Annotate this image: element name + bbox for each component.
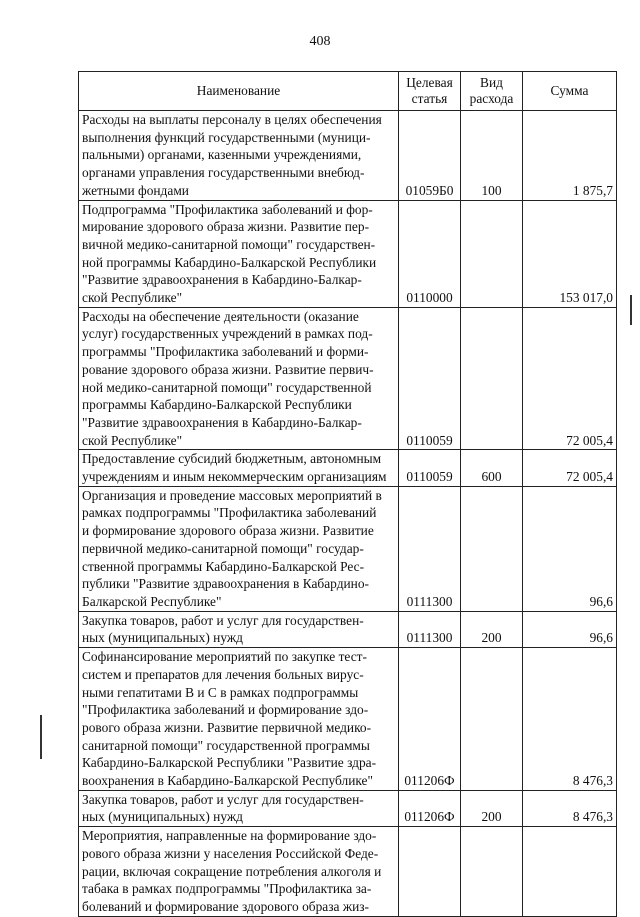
row-expense-kind (461, 307, 523, 450)
table-row (79, 486, 617, 611)
row-sum: 1 875,7 (523, 111, 617, 201)
table-row (79, 111, 617, 201)
row-target-article: 011206Ф (399, 790, 461, 826)
row-name: Софинансирование мероприятий по закупке тест- систем и препаратов для лечения больных вирус- ными гепатитами В и С в рамках подпрограммы "Профилактика заболеваний и формирование здо- рового образа жизни. Развитие первичной медико- санитарной помощи" государственной программы Кабардино-Балкарской Республики "Развитие здра- воохранения в Кабардино-Балкарской Республике" (79, 648, 399, 791)
margin-mark-right (630, 295, 632, 325)
row-target-article: 0110059 (399, 307, 461, 450)
row-sum: 153 017,0 (523, 200, 617, 307)
row-sum: 72 005,4 (523, 450, 617, 486)
row-expense-kind (461, 486, 523, 611)
table-row (79, 790, 617, 826)
row-name: Мероприятия, направленные на формирование здо- рового образа жизни у населения Российской Феде- рации, включая сокращение потребления алкоголя и табака в рамках подпрограммы "Профилактика за- болеваний и формирование здорового образа жиз- (79, 827, 399, 917)
row-sum: 96,6 (523, 486, 617, 611)
row-expense-kind: 200 (461, 611, 523, 647)
row-sum (523, 827, 617, 917)
margin-mark-left (40, 715, 42, 759)
header-name: Наименование (79, 72, 399, 111)
header-expense-kind: Вид расхода (461, 72, 523, 111)
row-sum: 8 476,3 (523, 790, 617, 826)
row-sum: 96,6 (523, 611, 617, 647)
row-target-article: 011206Ф (399, 648, 461, 791)
table-row (79, 827, 617, 917)
row-name: Организация и проведение массовых мероприятий в рамках подпрограммы "Профилактика заболеваний и формирование здорового образа жизни. Развитие первичной медико-санитарной помощи" государ- ственной программы Кабардино-Балкарской Рес- публики "Развитие здравоохранения в Кабардино- Балкарской Республике" (79, 486, 399, 611)
row-sum: 72 005,4 (523, 307, 617, 450)
row-name: Предоставление субсидий бюджетным, автономным учреждениям и иным некоммерческим организациям (79, 450, 399, 486)
table-row (79, 450, 617, 486)
row-name: Расходы на выплаты персоналу в целях обеспечения выполнения функций государственными (муници- пальными) органами, казенными учреждениями, органами управления государственными внебюд- жетными фондами (79, 111, 399, 201)
header-target-article: Целевая статья (399, 72, 461, 111)
table-row (79, 307, 617, 450)
row-expense-kind: 100 (461, 111, 523, 201)
budget-table (78, 71, 617, 917)
row-target-article: 0110059 (399, 450, 461, 486)
row-expense-kind (461, 827, 523, 917)
row-target-article: 01059Б0 (399, 111, 461, 201)
page-number: 408 (309, 34, 331, 49)
row-name: Расходы на обеспечение деятельности (оказание услуг) государственных учреждений в рамках под- программы "Профилактика заболеваний и форми- рование здорового образа жизни. Развитие первич- ной медико-санитарной помощи" государственной программы Кабардино-Балкарской Республики "Развитие здравоохранения в Кабардино-Балкар- ской Республике" (79, 307, 399, 450)
table-row (79, 200, 617, 307)
row-expense-kind: 600 (461, 450, 523, 486)
row-expense-kind (461, 200, 523, 307)
table-row (79, 648, 617, 791)
header-sum: Сумма (523, 72, 617, 111)
row-expense-kind: 200 (461, 790, 523, 826)
row-sum: 8 476,3 (523, 648, 617, 791)
table-row (79, 611, 617, 647)
row-target-article: 0111300 (399, 486, 461, 611)
row-name: Подпрограмма "Профилактика заболеваний и фор- мирование здорового образа жизни. Развитие пер- вичной медико-санитарной помощи" государствен- ной программы Кабардино-Балкарской Республики "Развитие здравоохранения в Кабардино-Балкар- ской Республике" (79, 200, 399, 307)
row-target-article: 0110000 (399, 200, 461, 307)
row-target-article (399, 827, 461, 917)
row-expense-kind (461, 648, 523, 791)
row-name: Закупка товаров, работ и услуг для государствен- ных (муниципальных) нужд (79, 790, 399, 826)
row-name: Закупка товаров, работ и услуг для государствен- ных (муниципальных) нужд (79, 611, 399, 647)
row-target-article: 0111300 (399, 611, 461, 647)
table-header-row (79, 72, 617, 111)
